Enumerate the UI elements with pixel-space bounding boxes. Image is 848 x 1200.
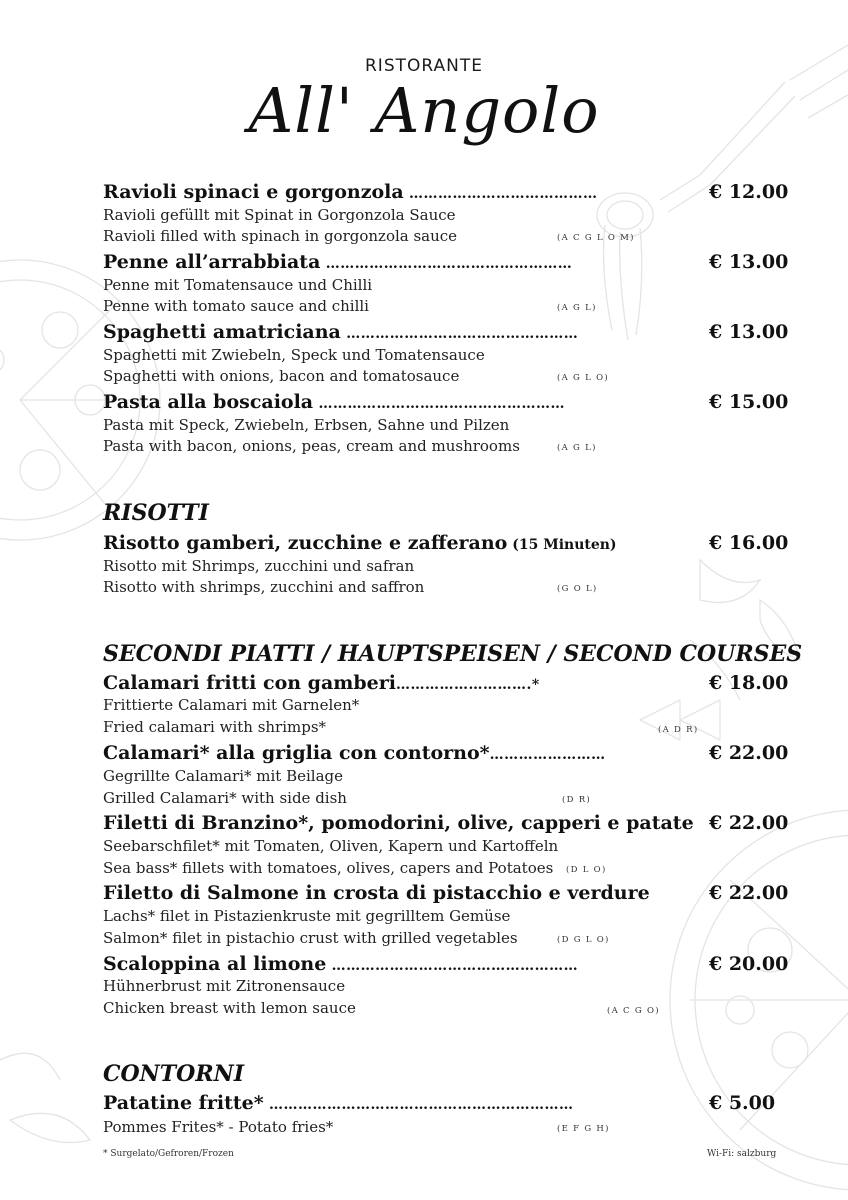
menu-item-desc-en: Risotto with shrimps, zucchini and saffron: [103, 578, 425, 596]
menu-item-allergens: (D R): [562, 795, 592, 805]
menu-item-allergens: (D L O): [566, 865, 607, 875]
menu-item-name: Risotto gamberi, zucchine e zafferano (15 Minuten): [103, 532, 617, 554]
menu-item-desc-en: Pasta with bacon, onions, peas, cream and mushrooms: [103, 437, 520, 455]
menu-item-price: € 13.00: [709, 321, 789, 343]
menu-item-desc-en: Salmon* filet in pistachio crust with grilled vegetables: [103, 929, 518, 947]
menu-item-price: € 20.00: [709, 953, 789, 975]
menu-item-desc-de: Spaghetti mit Zwiebeln, Speck und Tomatensauce: [103, 346, 485, 364]
menu-item-allergens: (E F G H): [557, 1124, 610, 1134]
menu-item-price: € 22.00: [709, 742, 789, 764]
menu-item-desc-en: Grilled Calamari* with side dish: [103, 789, 347, 807]
menu-item-price: € 12.00: [709, 181, 789, 203]
footer-wifi: Wi-Fi: salzburg: [707, 1149, 777, 1159]
restaurant-subtitle: RISTORANTE: [365, 56, 483, 76]
menu-item-allergens: (A D R): [658, 725, 699, 735]
menu-item-name: Scaloppina al limone ……………………………………………: [103, 953, 579, 975]
menu-item-desc-de: Seebarschfilet* mit Tomaten, Oliven, Kapern und Kartoffeln: [103, 837, 559, 855]
menu-item-name: Calamari* alla griglia con contorno*……………………: [103, 742, 606, 764]
menu-item-allergens: (A C G L O M): [557, 233, 635, 243]
restaurant-logo: All' Angolo: [248, 74, 600, 147]
menu-item-name: Spaghetti amatriciana …………………………………………: [103, 321, 579, 343]
menu-item-price: € 22.00: [709, 812, 789, 834]
menu-item-desc-de: Gegrillte Calamari* mit Beilage: [103, 767, 343, 785]
menu-item-name: Filetti di Branzino*, pomodorini, olive, capperi e patate: [103, 812, 694, 834]
menu-item-desc-de: Penne mit Tomatensauce und Chilli: [103, 276, 373, 294]
menu-item-name: Patatine fritte* ………………………………………………………: [103, 1092, 574, 1114]
menu-item-price: € 16.00: [709, 532, 789, 554]
menu-item-desc-en: Spaghetti with onions, bacon and tomatosauce: [103, 367, 460, 385]
menu-item-allergens: (D G L O): [557, 935, 610, 945]
menu-item-desc-en: Sea bass* fillets with tomatoes, olives, capers and Potatoes: [103, 859, 554, 877]
menu-item-allergens: (A G L): [557, 303, 597, 313]
menu-item-desc-de: Ravioli gefüllt mit Spinat in Gorgonzola Sauce: [103, 206, 456, 224]
section-title-secondi: SECONDI PIATTI / HAUPTSPEISEN / SECOND COURSES: [103, 641, 803, 667]
menu-item-desc-en: Penne with tomato sauce and chilli: [103, 297, 369, 315]
menu-item-desc-de: Hühnerbrust mit Zitronensauce: [103, 977, 346, 995]
menu-item-price: € 22.00: [709, 882, 789, 904]
menu-item-desc-de: Pasta mit Speck, Zwiebeln, Erbsen, Sahne und Pilzen: [103, 416, 510, 434]
menu-item-desc-en: Fried calamari with shrimps*: [103, 718, 327, 736]
menu-item-name: Filetto di Salmone in crosta di pistacchio e verdure: [103, 882, 650, 904]
menu-item-name: Pasta alla boscaiola ……………………………………………: [103, 391, 565, 413]
menu-item-price: € 13.00: [709, 251, 789, 273]
menu-item-desc-en: Ravioli filled with spinach in gorgonzola sauce: [103, 227, 458, 245]
menu-item-name: Penne all’arrabbiata ……………………………………………: [103, 251, 573, 273]
menu-item-desc-de: Pommes Frites* - Potato fries*: [103, 1118, 334, 1136]
menu-item-desc-de: Frittierte Calamari mit Garnelen*: [103, 696, 360, 714]
section-title-risotti: RISOTTI: [103, 500, 209, 526]
menu-item-desc-de: Lachs* filet in Pistazienkruste mit gegrilltem Gemüse: [103, 907, 511, 925]
menu-item-price: € 5.00: [709, 1092, 776, 1114]
menu-item-price: € 15.00: [709, 391, 789, 413]
menu-item-desc-de: Risotto mit Shrimps, zucchini und safran: [103, 557, 415, 575]
menu-item-price: € 18.00: [709, 672, 789, 694]
footer-frozen-note: * Surgelato/Gefroren/Frozen: [103, 1149, 234, 1159]
section-title-contorni: CONTORNI: [103, 1061, 245, 1087]
menu-item-allergens: (A G L): [557, 443, 597, 453]
menu-item-name: Ravioli spinaci e gorgonzola …………………………………: [103, 181, 598, 203]
menu-item-name: Calamari fritti con gamberi……………………….*: [103, 672, 540, 694]
menu-item-allergens: (G O L): [557, 584, 598, 594]
menu-item-desc-en: Chicken breast with lemon sauce: [103, 999, 356, 1017]
menu-item-allergens: (A G L O): [557, 373, 609, 383]
menu-item-allergens: (A C G O): [607, 1006, 660, 1016]
